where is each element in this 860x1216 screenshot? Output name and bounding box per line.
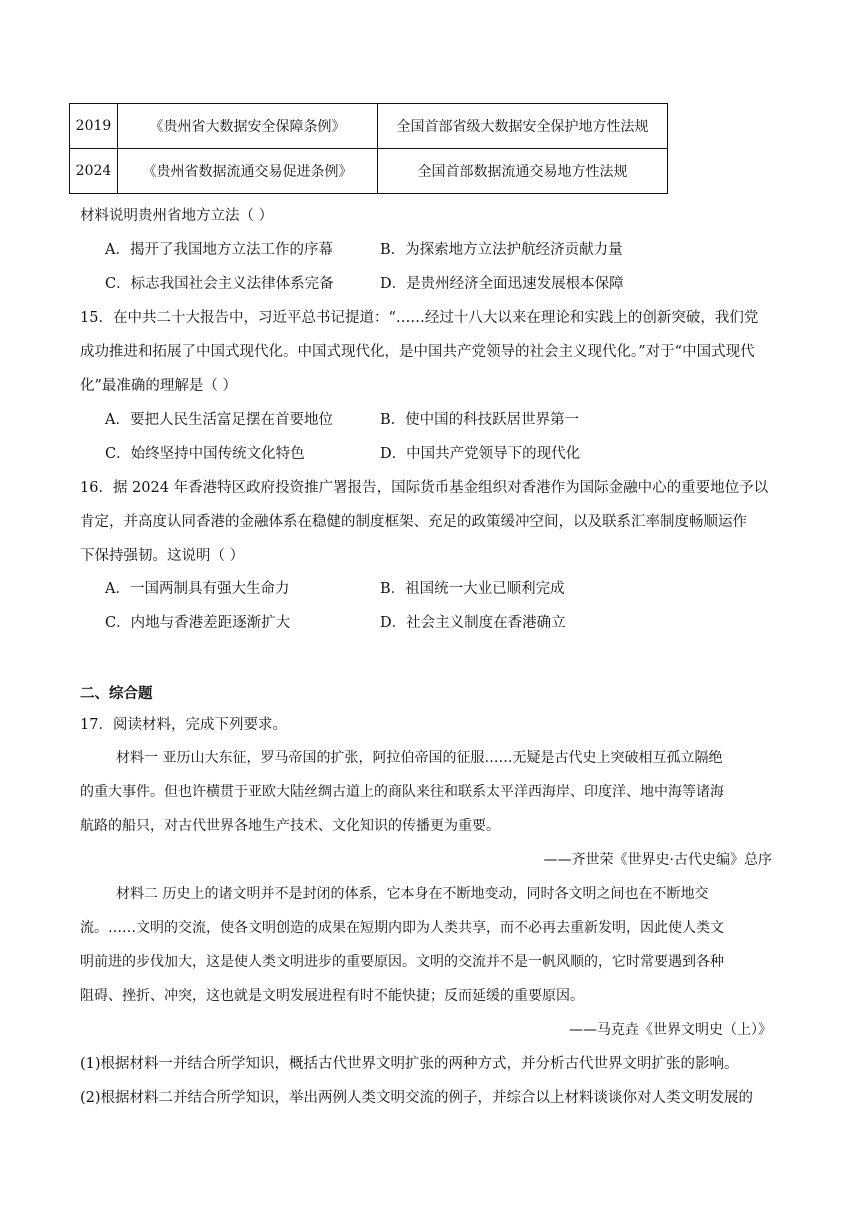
question-15-stem-line: 化”最准确的理解是（ ） [80, 378, 238, 394]
question-15-stem-line: 成功推进和拓展了中国式现代化。中国式现代化，是中国共产党领导的社会主义现代化。”对于“中国式现代 [80, 344, 755, 360]
question-16-option-d: D．社会主义制度在香港确立 [380, 615, 566, 631]
question-14-option-a: A．揭开了我国地方立法工作的序幕 [105, 242, 333, 258]
question-15-option-a: A．要把人民生活富足摆在首要地位 [105, 412, 333, 428]
material-1-line: 材料一 亚历山大东征，罗马帝国的扩张，阿拉伯帝国的征服……无疑是古代史上突破相互孤立隔绝 [116, 750, 723, 766]
material-2-line: 阻碍、挫折、冲突，这也就是文明发展进程有时不能快捷；反而延缓的重要原因。 [80, 988, 584, 1004]
question-15-option-b: B．使中国的科技跃居世界第一 [380, 412, 580, 428]
material-2-line: 流。……文明的交流，使各文明创造的成果在短期内即为人类共享，而不必再去重新发明，因此使人类文 [80, 920, 724, 936]
question-16-option-a: A．一国两制具有强大生命力 [105, 581, 290, 597]
material-2-line: 材料二 历史上的诸文明并不是封闭的体系，它本身在不断地变动，同时各文明之间也在不断地交 [116, 886, 709, 902]
question-16-stem-line: 16．据 2024 年香港特区政府投资推广署报告，国际货币基金组织对香港作为国际金融中心的重要地位予以 [80, 480, 769, 496]
legislation-table [69, 103, 668, 194]
material-1-line: 航路的船只，对古代世界各地生产技术、文化知识的传播更为重要。 [80, 818, 500, 834]
table-cell-year: 2019 [70, 104, 118, 149]
question-15-option-d: D．中国共产党领导下的现代化 [380, 446, 581, 462]
question-14-option-b: B．为探索地方立法护航经济贡献力量 [380, 242, 623, 258]
sub-question-1: (1)根据材料一并结合所学知识，概括古代世界文明扩张的两种方式，并分析古代世界文明扩张的影响。 [80, 1056, 739, 1072]
question-16-option-b: B．祖国统一大业已顺利完成 [380, 581, 565, 597]
material-2-line: 明前进的步伐加大，这是使人类文明进步的重要原因。文明的交流并不是一帆风顺的，它时常要遇到各种 [80, 954, 724, 970]
question-14-stem: 材料说明贵州省地方立法（ ） [80, 208, 274, 224]
question-16-option-c: C．内地与香港差距逐渐扩大 [105, 615, 291, 631]
question-15-stem-line: 15．在中共二十大报告中，习近平总书记提道：“……经过十八大以来在理论和实践上的创新突破，我们党 [80, 310, 759, 326]
question-15-option-c: C．始终坚持中国传统文化特色 [105, 446, 305, 462]
section-heading: 二、综合题 [80, 685, 153, 702]
table-cell-year: 2024 [70, 149, 118, 194]
question-14-option-c: C．标志我国社会主义法律体系完备 [105, 276, 334, 292]
table-row [70, 104, 668, 149]
sub-question-2: (2)根据材料二并结合所学知识，举出两例人类文明交流的例子，并综合以上材料谈谈你对人类文明发展的 [80, 1090, 754, 1106]
material-2-source: ——马克垚《世界文明史（上）》 [569, 1022, 772, 1038]
material-1-source: ——齐世荣《世界史·古代史编》总序 [543, 852, 772, 868]
question-17-stem: 17．阅读材料，完成下列要求。 [80, 717, 287, 733]
question-16-stem-line: 下保持强韧。这说明（ ） [80, 548, 245, 564]
question-14-option-d: D．是贵州经济全面迅速发展根本保障 [380, 276, 624, 292]
question-16-stem-line: 肯定，并高度认同香港的金融体系在稳健的制度框架、充足的政策缓冲空间，以及联系汇率制度畅顺运作 [80, 514, 747, 530]
table-cell-desc: 全国首部省级大数据安全保护地方性法规 [378, 104, 668, 149]
table-row [70, 149, 668, 194]
material-1-line: 的重大事件。但也许横贯于亚欧大陆丝绸古道上的商队来往和联系太平洋西海岸、印度洋、地中海等诸海 [80, 784, 724, 800]
table-cell-title: 《贵州省大数据安全保障条例》 [118, 104, 378, 149]
table-cell-title: 《贵州省数据流通交易促进条例》 [118, 149, 378, 194]
table-cell-desc: 全国首部数据流通交易地方性法规 [378, 149, 668, 194]
